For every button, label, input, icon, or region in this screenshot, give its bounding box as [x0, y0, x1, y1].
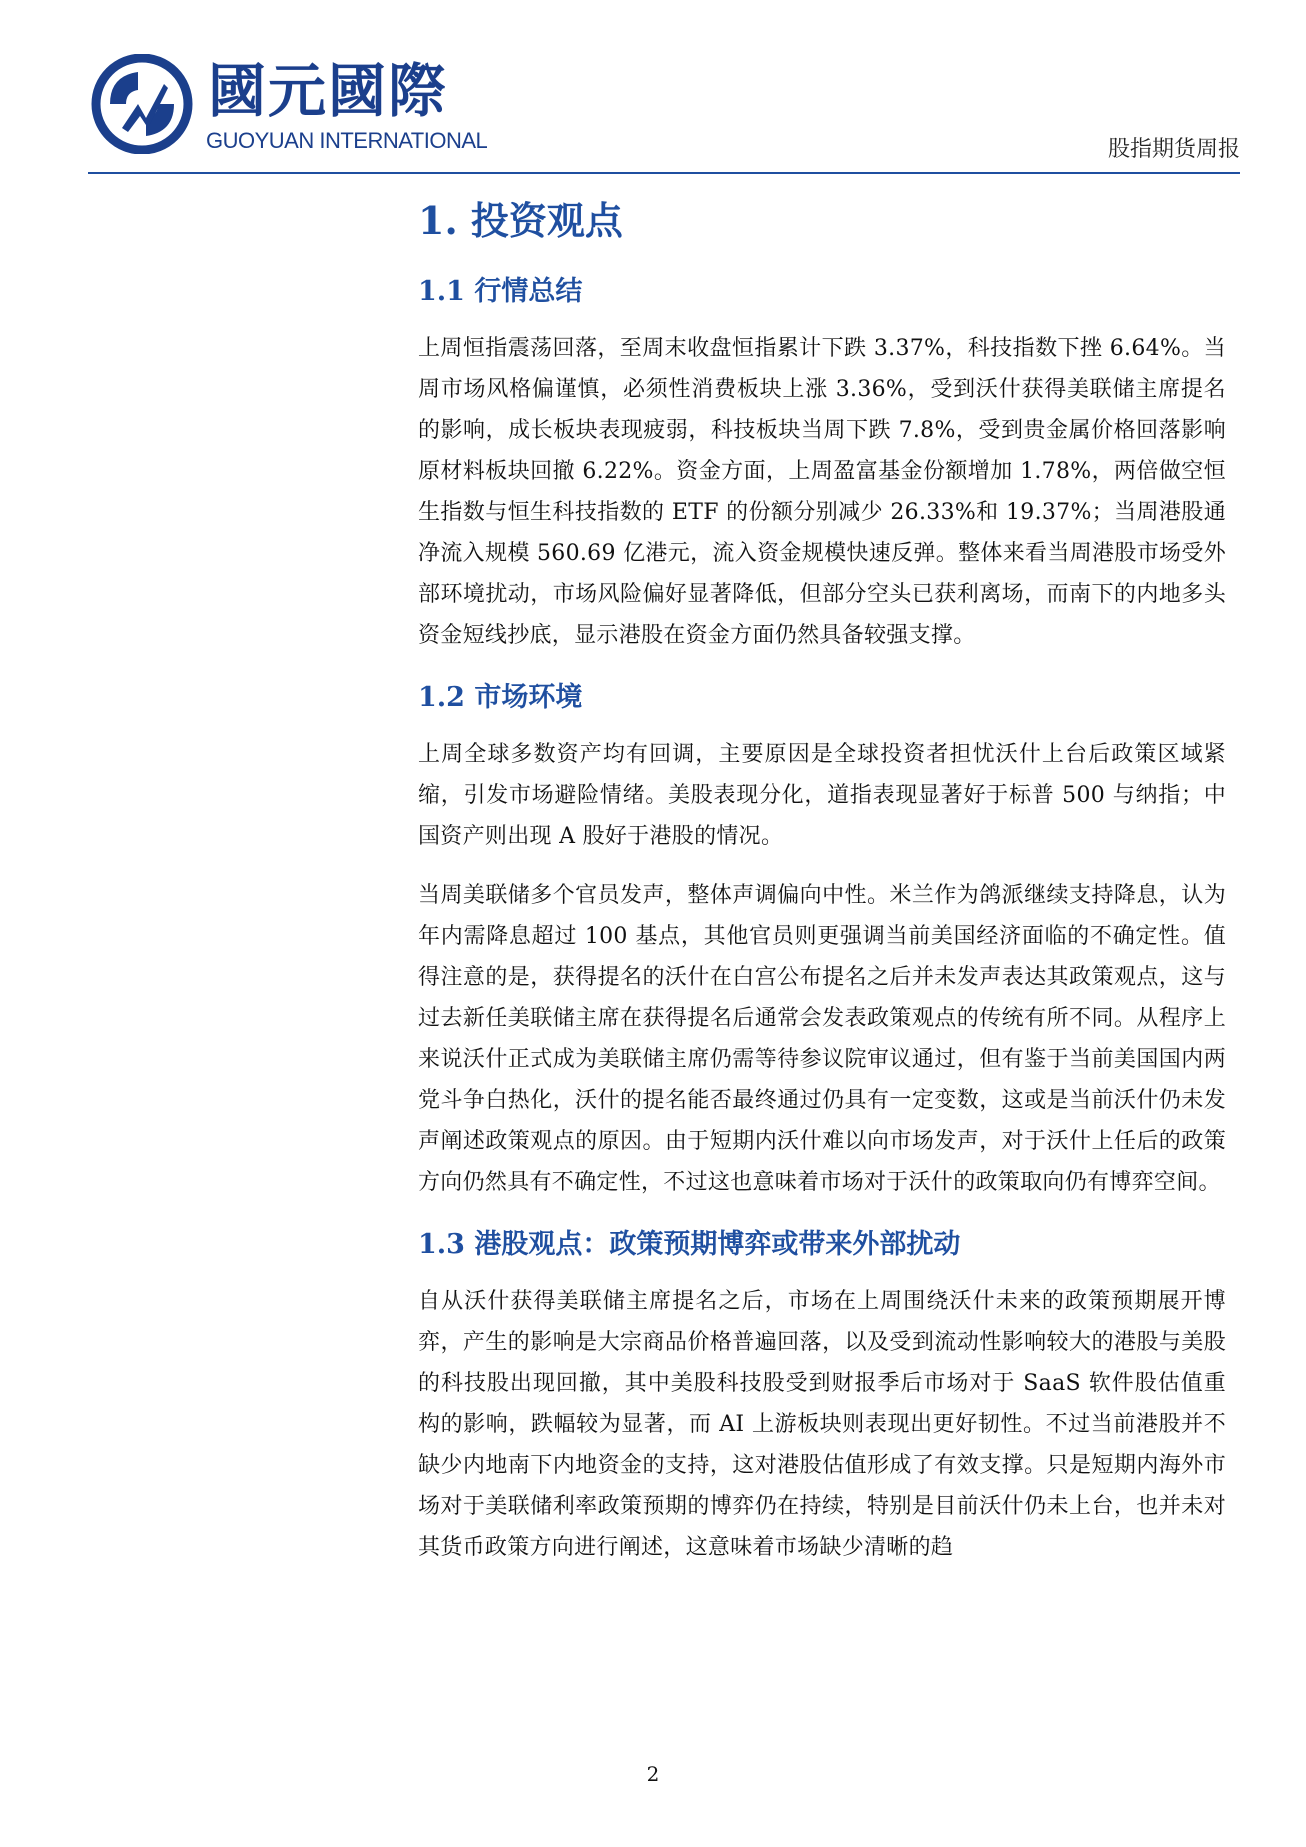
paragraph: 自从沃什获得美联储主席提名之后，市场在上周围绕沃什未来的政策预期展开博弈，产生的影响是大宗商品价格普遍回落，以及受到流动性影响较大的港股与美股的科技股出现回撤，其中美股科技股受到财报季后市场对于 SaaS 软件股估值重构的影响，跌幅较为显著，而 AI 上游板块则表现出更好韧性。不过当前港股并不缺少内地南下内地资金的支持，这对港股估值形成了有效支撑。只是短期内海外市场对于美联储利率政策预期的博弈仍在持续，特别是目前沃什仍未上台，也并未对其货币政策方向进行阐述，这意味着市场缺少清晰的趋	[418, 1289, 1226, 1560]
page-header	[88, 54, 1240, 172]
report-body	[418, 196, 1226, 1568]
subsection-title-market-environment: 1.2 市场环境	[418, 682, 583, 713]
paragraph: 当周美联储多个官员发声，整体声调偏向中性。米兰作为鸽派继续支持降息，认为年内需降息超过 100 基点，其他官员则更强调当前美国经济面临的不确定性。值得注意的是，获得提名的沃什在白宫公布提名之后并未发声表达其政策观点，这与过去新任美联储主席在获得提名后通常会发表政策观点的传统有所不同。从程序上来说沃什正式成为美联储主席仍需等待参议院审议通过，但有鉴于当前美国国内两党斗争白热化，沃什的提名能否最终通过仍具有一定变数，这或是当前沃什仍未发声阐述政策观点的原因。由于短期内沃什难以向市场发声，对于沃什上任后的政策方向仍然具有不确定性，不过这也意味着市场对于沃什的政策取向仍有博弈空间。	[418, 883, 1226, 1195]
paragraph: 上周全球多数资产均有回调，主要原因是全球投资者担忧沃什上台后政策区域紧缩，引发市场避险情绪。美股表现分化，道指表现显著好于标普 500 与纳指；中国资产则出现 A 股好于港股的情况。	[418, 742, 1226, 849]
subsection-title-market-summary: 1.1 行情总结	[418, 276, 583, 307]
report-type-label: 股指期货周报	[1107, 137, 1240, 162]
guoyuan-logo-icon	[88, 54, 196, 154]
logo-english-name: GUOYUAN INTERNATIONAL	[206, 128, 488, 153]
logo-chinese-name: 國元國際	[208, 57, 449, 125]
paragraph: 上周恒指震荡回落，至周末收盘恒指累计下跌 3.37%，科技指数下挫 6.64%。当周市场风格偏谨慎，必须性消费板块上涨 3.36%，受到沃什获得美联储主席提名的影响，成长板块表现疲弱，科技板块当周下跌 7.8%，受到贵金属价格回落影响原材料板块回撤 6.22%。资金方面，上周盈富基金份额增加 1.78%，两倍做空恒生指数与恒生科技指数的 ETF 的份额分别减少 26.33%和 19.37%；当周港股通净流入规模 560.69 亿港元，流入资金规模快速反弹。整体来看当周港股市场受外部环境扰动，市场风险偏好显著降低，但部分空头已获利离场，而南下的内地多头资金短线抄底，显示港股在资金方面仍然具备较强支撑。	[418, 336, 1226, 648]
page-number: 2	[646, 1762, 660, 1786]
section-title: 1. 投资观点	[418, 198, 623, 243]
subsection-title-hk-view: 1.3 港股观点：政策预期博弈或带来外部扰动	[418, 1229, 961, 1260]
header-divider	[88, 172, 1240, 174]
